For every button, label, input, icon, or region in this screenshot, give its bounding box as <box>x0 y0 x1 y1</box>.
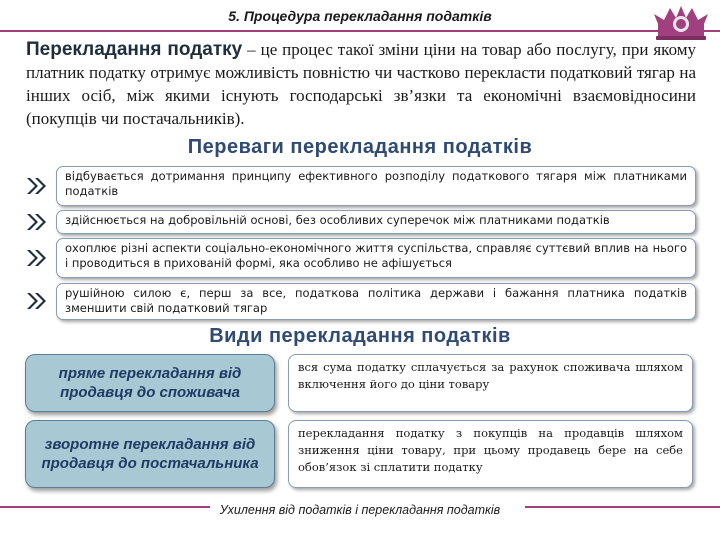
advantages-title: Переваги перекладання податків <box>187 136 533 158</box>
advantage-text: охоплює різні аспекти соціально-економічного життя суспільства, справляє суттєвий вплив на нього і проводиться в прихованій формі, яка особливо не афішується <box>56 238 696 278</box>
kind-label-reverse: зворотне перекладання від продавця до постачальника <box>25 420 275 488</box>
double-chevron-icon <box>26 212 48 232</box>
advantage-text: здійснюється на добровільній основі, без особливих суперечок між платниками податків <box>56 210 696 234</box>
footer-title: Ухилення від податків і перекладання податків <box>219 503 501 517</box>
kind-description-reverse: перекладання податку з покупців на продавців шляхом зниження ціни товару, при цьому продавець бере на себе обов’язок зі сплатити податку <box>288 420 693 488</box>
page-header-title: 5. Процедура перекладання податків <box>228 8 492 24</box>
advantage-text: рушійною силою є, перш за все, податкова політика держави і бажання платника податків зменшити свій податковий тягар <box>56 283 696 320</box>
double-chevron-icon <box>26 176 48 196</box>
kind-label-direct: пряме перекладання від продавця до споживача <box>25 354 275 412</box>
definition-term: Перекладання податку <box>26 39 243 60</box>
footer-rule-right <box>525 506 720 508</box>
kind-description-direct: вся сума податку сплачується за рахунок споживача шляхом включення його до ціни товару <box>288 354 693 412</box>
definition-text: – це процес такої зміни ціни на товар або послугу, при якому платник податку отримує можливість повністю чи частково перекласти податковий тягар на інших осіб, між якими існують господарські зв’язки та економічні взаємовідносини (покупців чи постачальників). <box>26 40 696 128</box>
header-rule <box>0 30 720 32</box>
advantage-item <box>26 283 696 320</box>
footer-rule-left <box>0 506 210 508</box>
definition-paragraph <box>26 38 696 130</box>
advantage-item <box>26 210 696 234</box>
advantage-item <box>26 166 696 206</box>
kinds-title: Види перекладання податків <box>209 325 511 347</box>
advantage-item <box>26 238 696 278</box>
advantage-text: відбувається дотримання принципу ефективного розподілу податкового тягаря між платниками податків <box>56 166 696 206</box>
double-chevron-icon <box>26 248 48 268</box>
crest-logo-icon <box>650 2 712 42</box>
double-chevron-icon <box>26 291 48 311</box>
